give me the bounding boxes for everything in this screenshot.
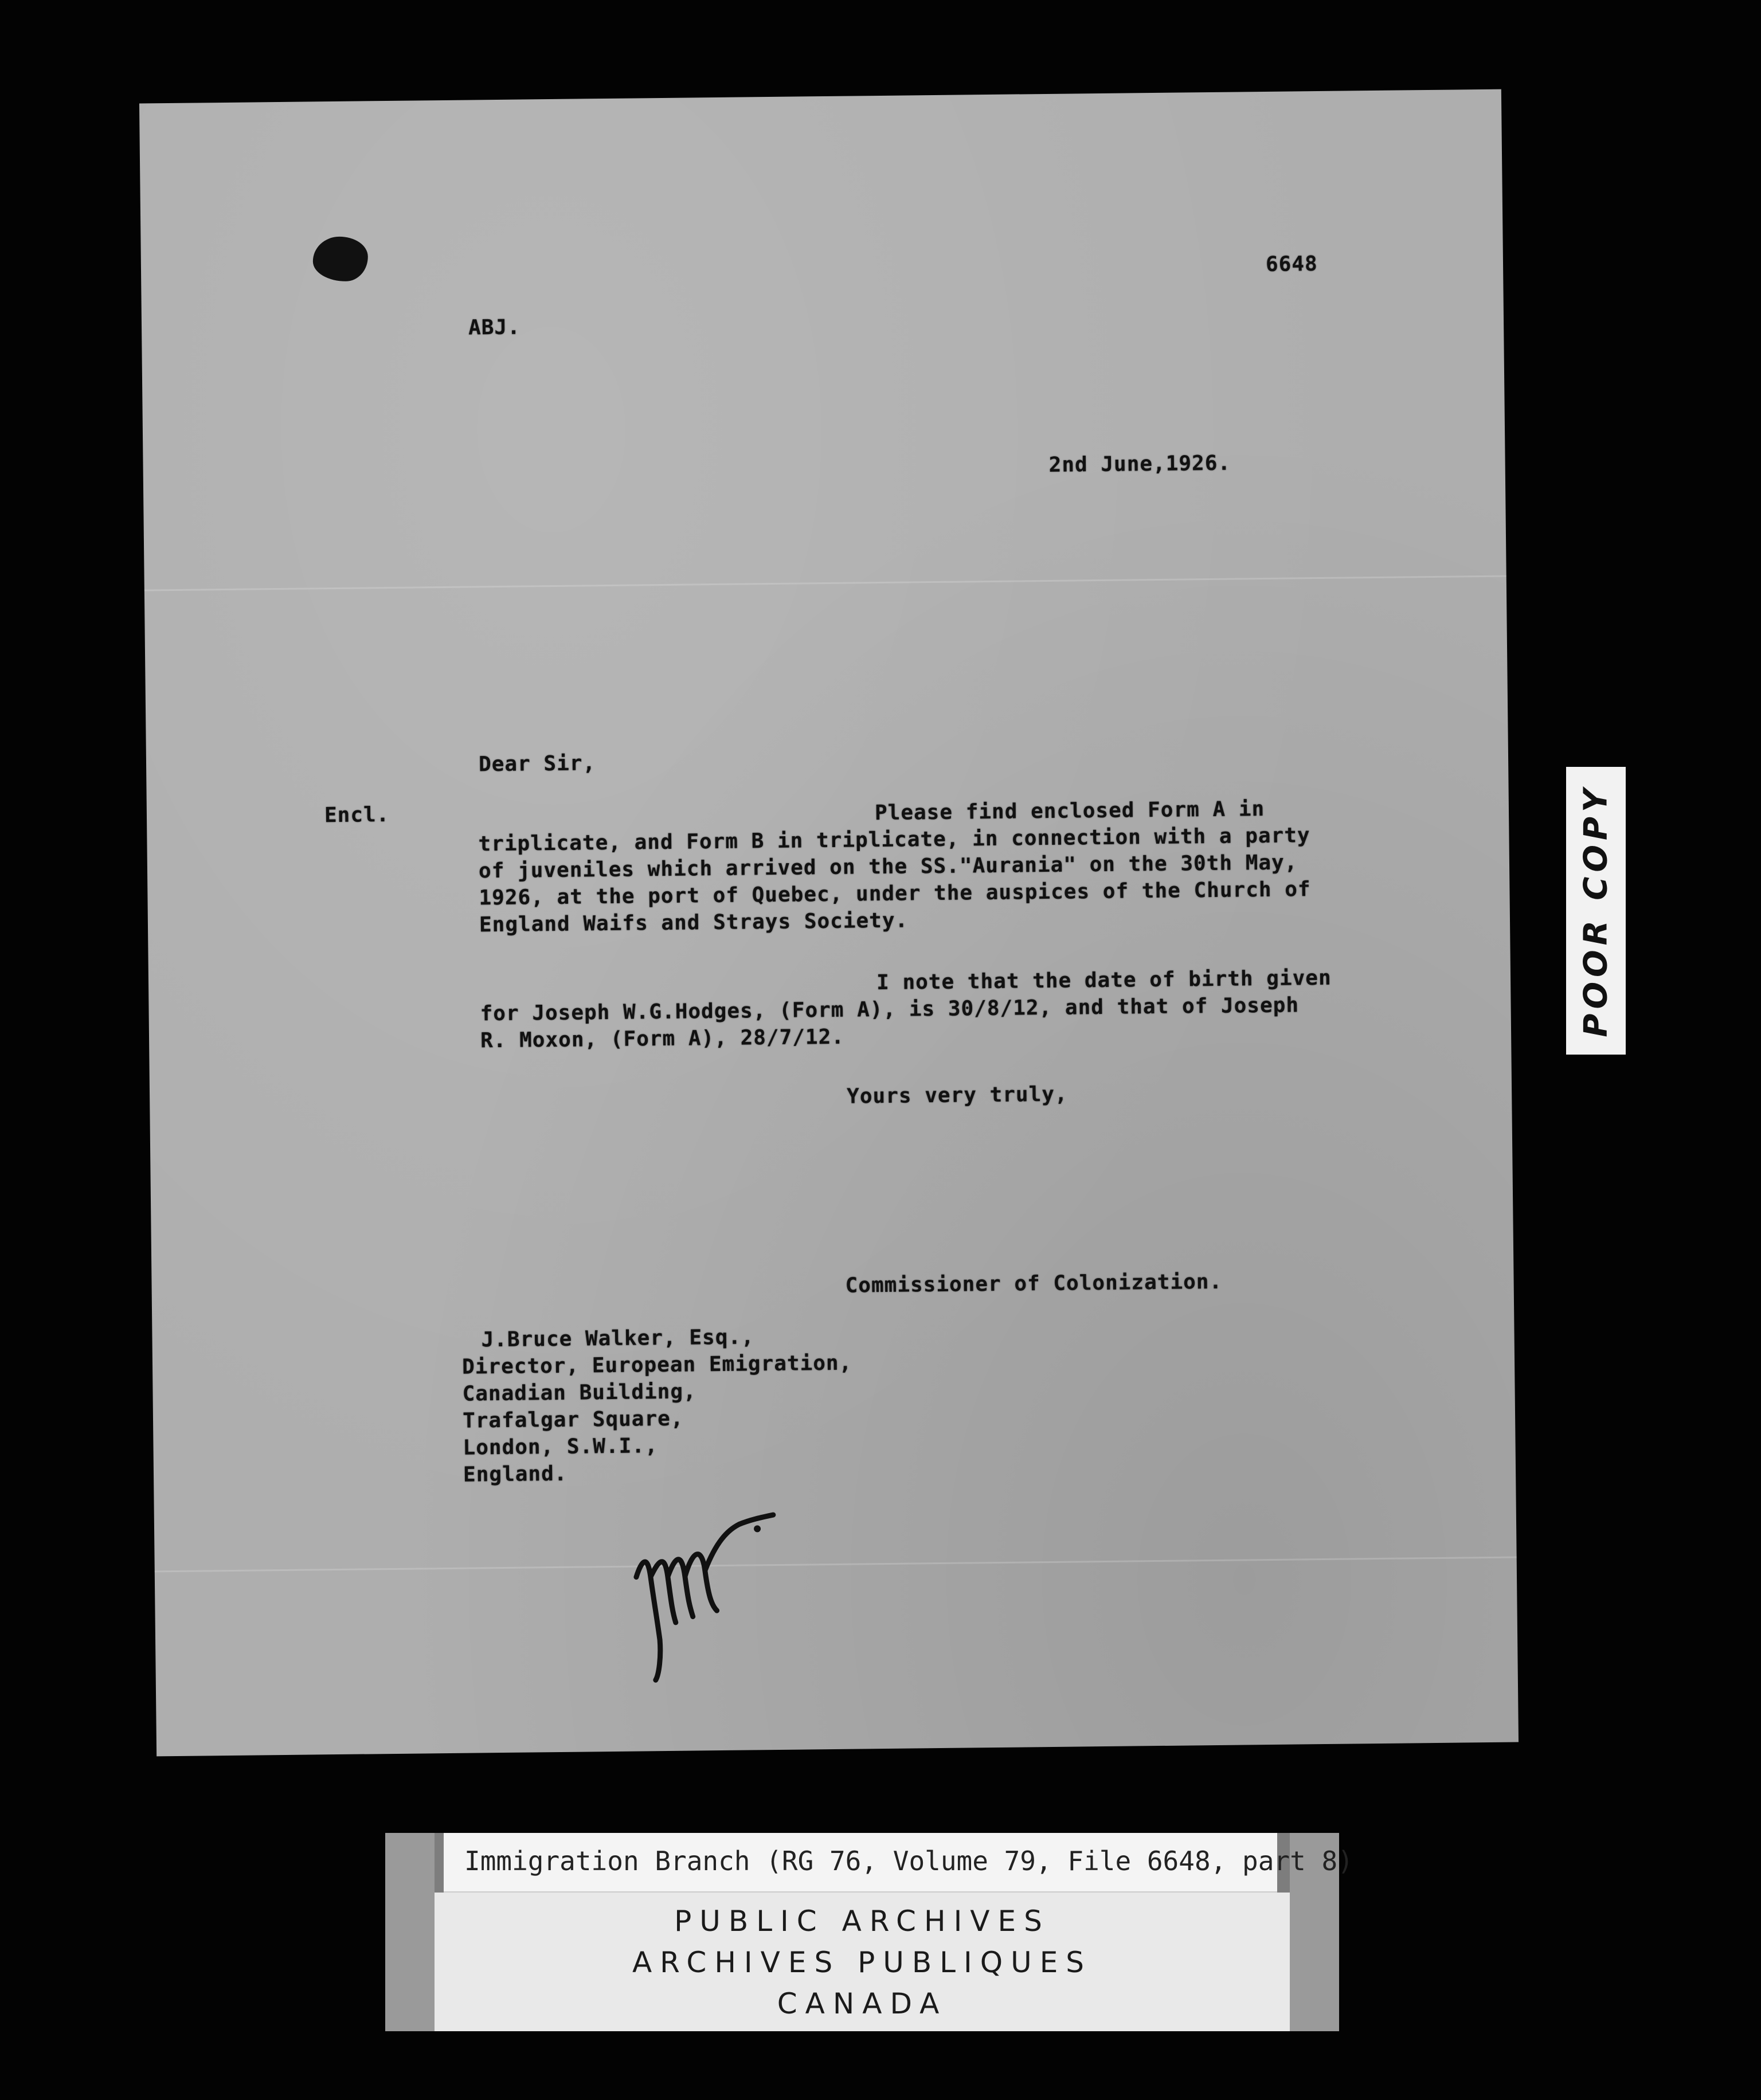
archive-stamp (435, 1893, 1290, 2031)
film-edge-left (385, 1833, 435, 2031)
paragraph-line: 1926, at the port of Quebec, under the auspices of the Church of (479, 877, 1311, 910)
typist-initials: ABJ. (468, 315, 521, 340)
addressee-line: Trafalgar Square, (462, 1406, 684, 1433)
file-number: 6648 (1265, 252, 1318, 276)
archive-reference: Immigration Branch (RG 76, Volume 79, File 6648, part 8) (464, 1846, 1353, 1876)
salutation: Dear Sir, (478, 751, 596, 777)
letter-date: 2nd June,1926. (1048, 451, 1231, 477)
fold-crease (144, 575, 1506, 591)
paragraph-line: Please find enclosed Form A in (874, 797, 1265, 825)
stamp-line: PUBLIC ARCHIVES (674, 1905, 1050, 1938)
paragraph-line: I note that the date of birth given (876, 966, 1332, 995)
enclosure-note: Encl. (324, 803, 390, 828)
archive-label (385, 1833, 1353, 2031)
fold-crease (155, 1556, 1517, 1572)
poor-copy-label (1566, 767, 1626, 1055)
paragraph-line: of juveniles which arrived on the SS."Aurania" on the 30th May, (478, 851, 1298, 883)
addressee-line: London, S.W.I., (463, 1434, 658, 1460)
ink-blot (312, 236, 368, 281)
addressee-line: Canadian Building, (462, 1380, 696, 1406)
addressee-line: Director, European Emigration, (461, 1351, 852, 1379)
paragraph-line: for Joseph W.G.Hodges, (Form A), is 30/8/12, and that of Joseph (480, 993, 1300, 1026)
stamp-line: ARCHIVES PUBLIQUES (632, 1946, 1093, 1979)
signature-title: Commissioner of Colonization. (845, 1270, 1223, 1298)
handwritten-initials (624, 1490, 798, 1686)
closing: Yours very truly, (846, 1082, 1068, 1108)
poor-copy-text: POOR COPY (1577, 784, 1615, 1037)
letter-sheet (139, 89, 1519, 1757)
paragraph-line: R. Moxon, (Form A), 28/7/12. (480, 1025, 845, 1053)
addressee-line: England. (463, 1462, 568, 1487)
paragraph-line: triplicate, and Form B in triplicate, in connection with a party (478, 824, 1310, 856)
paragraph-line: England Waifs and Strays Society. (479, 908, 909, 937)
stamp-line: CANADA (777, 1987, 948, 2020)
reference-strip (444, 1833, 1353, 1893)
addressee-line: J.Bruce Walker, Esq., (481, 1325, 754, 1352)
